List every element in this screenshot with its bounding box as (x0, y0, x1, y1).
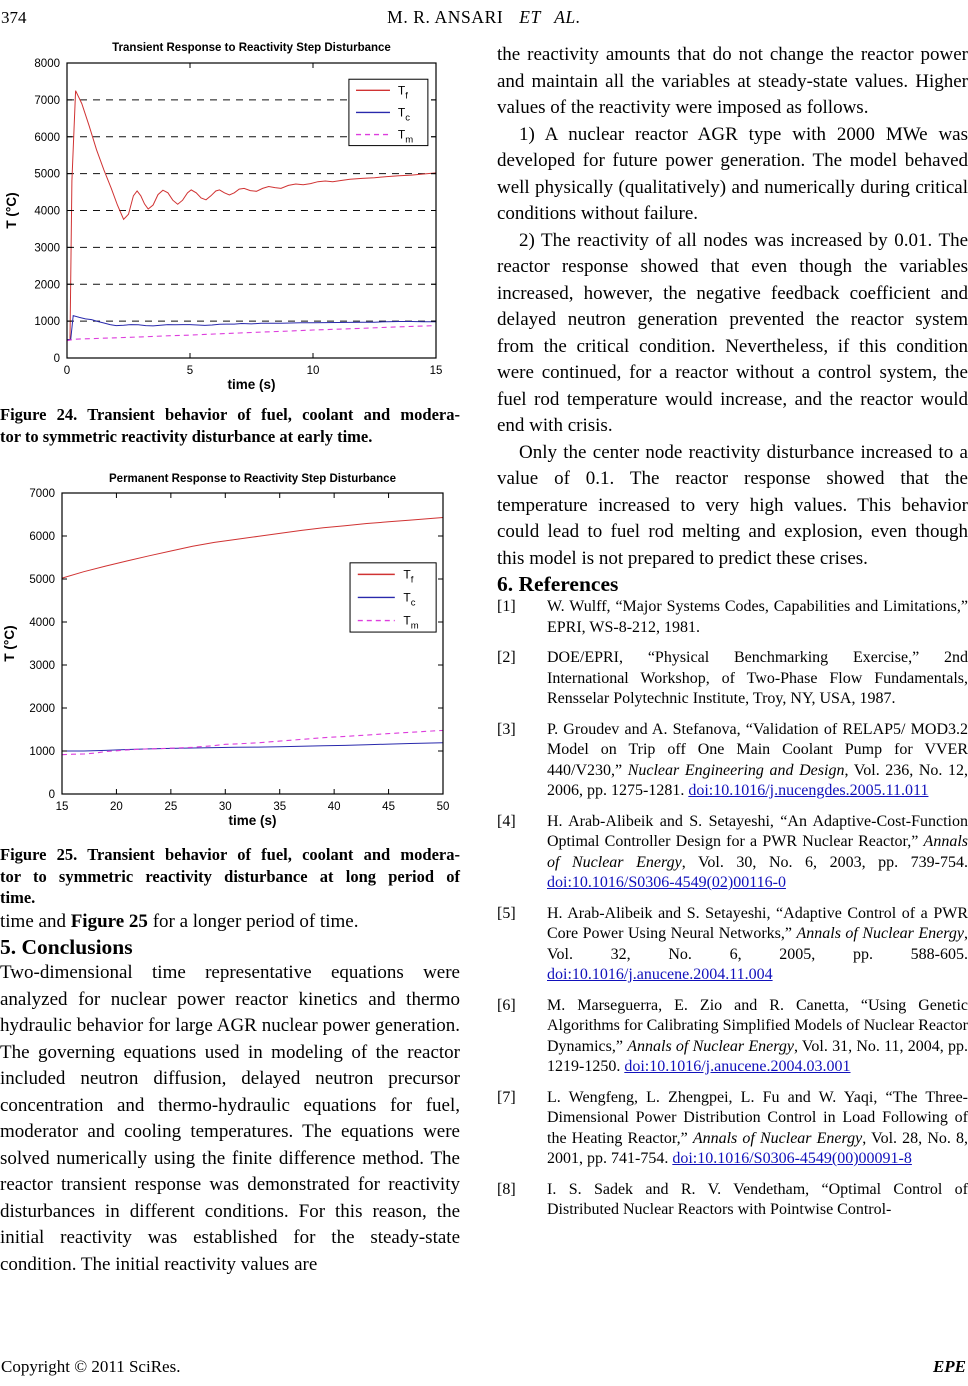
reference-text (547, 597, 968, 638)
reference-text (547, 648, 968, 710)
reference-segment: L. Wengfeng, L. Zhengpei, L. Fu and W. Yaqi, “The Three-Dimensional Power Distribution Control in Load Following of the Heating Reactor,” (547, 1088, 968, 1147)
paragraph-item-1: 1) A nuclear reactor AGR type with 2000 MWe was developed for future power generation. The model behaved well physically (qualitatively) and numerically during critical conditions without failure. (497, 123, 968, 224)
references-heading: 6. References (497, 572, 619, 596)
text-run: time and (0, 910, 71, 932)
svg-text:0: 0 (63, 365, 71, 377)
reference-label: [4] (497, 812, 516, 830)
reference-segment: M. Marseguerra, E. Zio and R. Canetta, “Using Genetic Algorithms for Calibrating Simplified Models of Nuclear Reactor Dynamics,” (547, 996, 968, 1055)
svg-text:2000: 2000 (34, 279, 60, 292)
svg-text:time (s): time (s) (227, 377, 276, 392)
figure25-caption (0, 844, 460, 909)
svg-text:Tc: $T_c$ (397, 105, 410, 124)
reference-label: [1] (497, 598, 516, 615)
reference-item (497, 996, 968, 1078)
svg-text:Transient Response to Reactivi: Transient Response to Reactivity Step Disturbance (112, 42, 391, 54)
copyright-text: Copyright © 2011 SciRes. (1, 1357, 181, 1376)
svg-text:45: 45 (382, 801, 395, 813)
reference-segment: Annals of Nuclear Energy (547, 833, 968, 871)
reference-segment: H. Arab-Alibeik and S. Setayeshi, “An Adaptive-Cost-Function Optimal Controller Design for a PWR Nuclear Reactor,” (547, 812, 968, 850)
svg-text:time (s): time (s) (228, 813, 277, 828)
doi-link[interactable]: doi:10.1016/S0306-4549(02)00116-0 (547, 874, 786, 891)
svg-text:50: 50 (436, 801, 450, 813)
left-column (0, 36, 460, 1278)
figure25-chart (0, 467, 460, 831)
reference-item (497, 812, 968, 894)
svg-text:25: 25 (164, 801, 178, 813)
svg-text:1000: 1000 (34, 316, 60, 329)
reference-text (547, 996, 968, 1078)
reference-segment: Annals of Nuclear Energy (796, 925, 965, 942)
running-head (0, 7, 968, 28)
reference-text (547, 1180, 968, 1221)
svg-text:15: 15 (429, 365, 443, 377)
caption-line: Figure 24. Transient behavior of fuel, coolant and modera- (0, 405, 460, 424)
caption-line: tor to symmetric reactivity disturbance at early time. (0, 426, 373, 446)
svg-text:30: 30 (218, 801, 232, 813)
svg-text:7000: 7000 (29, 488, 55, 500)
svg-text:1000: 1000 (29, 746, 55, 758)
reference-segment: Annals of Nuclear Energy (627, 1037, 794, 1055)
running-head-authors: M. R. ANSARI (387, 7, 504, 27)
svg-text:T (°C): T (°C) (2, 625, 17, 662)
svg-text:5000: 5000 (34, 168, 60, 181)
svg-text:0: 0 (48, 789, 55, 801)
svg-text:0: 0 (53, 353, 60, 365)
reference-segment: , Vol. 28, No. 8, 2001, pp. 741-754. (547, 1129, 968, 1167)
svg-text:Tc: $T_c$ (403, 590, 416, 609)
svg-text:8000: 8000 (34, 58, 60, 70)
reference-segment: W. Wulff, “Major Systems Codes, Capabilities and Limitations,” EPRI, WS-8-212, 1981. (547, 598, 968, 636)
reference-item (497, 648, 968, 710)
conclusions-heading: 5. Conclusions (0, 935, 133, 959)
reference-item (497, 1180, 968, 1221)
reference-text (547, 812, 968, 894)
text-run: for a longer period of time. (147, 910, 359, 932)
reference-text (547, 720, 968, 802)
reference-item (497, 597, 968, 638)
reference-segment: H. Arab-Alibeik and S. Setayeshi, “Adaptive Control of a PWR Core Power Using Neural Networks,” (547, 904, 968, 942)
references-list (497, 597, 968, 1221)
svg-text:3000: 3000 (29, 660, 55, 672)
reference-label: [3] (497, 720, 516, 738)
svg-text:40: 40 (327, 801, 341, 813)
doi-link[interactable]: doi:10.1016/j.nucengdes.2005.11.011 (688, 782, 929, 799)
reference-label: [8] (497, 1180, 516, 1198)
reference-label: [5] (497, 904, 516, 922)
caption-line: time. (0, 888, 36, 907)
reference-item (497, 904, 968, 986)
caption-line: Figure 25. Transient behavior of fuel, coolant and modera- (0, 845, 460, 864)
svg-text:4000: 4000 (29, 617, 55, 629)
svg-text:2000: 2000 (29, 703, 55, 715)
reference-segment: , Vol. 31, No. 11, 2004, pp. 1219-1250. (547, 1037, 968, 1075)
reference-item (497, 720, 968, 802)
conclusions-paragraph: Two-dimensional time representative equations were analyzed for nuclear power reactor kinetics and thermo hydraulic behavior for large AGR nuclear power generation. The governing equations used in modeling of the reactor included neutron diffusion, delayed neutron precursor concentration and thermo-hydraulic equations for fuel, moderator and cooling temperatures. The equations were solved numerically using the finite difference method. The reactor transient response was demonstrated for reactivity disturbances in different conditions. For this reason, the initial reactivity was established for the steady-state condition. The initial reactivity values are (0, 962, 460, 1275)
reference-segment: P. Groudev and A. Stefanova, “Validation of RELAP5/ MOD3.2 Model on Trip off One Main Coolant Pump for VVER 440/V230,” (547, 720, 968, 779)
svg-text:6000: 6000 (29, 531, 55, 543)
journal-abbrev: EPE (932, 1357, 966, 1376)
reference-segment: DOE/EPRI, “Physical Benchmarking Exercise,” 2nd International Workshop, of Two-Phase Flow Fundamentals, Rensselar Polytechnic Institute, Troy, NY, USA, 1987. (547, 649, 968, 707)
svg-text:3000: 3000 (34, 242, 60, 255)
svg-text:5: 5 (186, 365, 194, 377)
page-number: 374 (1, 8, 27, 27)
svg-text:Permanent Response to Reactivi: Permanent Response to Reactivity Step Disturbance (109, 473, 396, 485)
figure24-chart (0, 36, 460, 394)
reference-segment: I. S. Sadek and R. V. Vendetham, “Optimal Control of Distributed Nuclear Reactors with Pointwise Control- (547, 1180, 968, 1218)
caption-line: tor to symmetric reactivity disturbance at long period of (0, 866, 460, 886)
reference-text (547, 904, 968, 986)
svg-text:Tf: $T_f$ (397, 83, 408, 102)
svg-text:4000: 4000 (34, 205, 60, 218)
svg-text:6000: 6000 (34, 131, 60, 144)
paragraph-item-2: 2) The reactivity of all nodes was increased by 0.01. The reactor response showed that even though the variables increased, however, the negative feedback coefficient and delayed neutron generation prevented the reactor system from the critical condition. Nevertheless, if this condition were continued, for a reactor without a control system, the fuel rod temperature would increase, and the reactor would end with crisis. (497, 229, 968, 436)
svg-text:Tm: $T_m$ (403, 613, 419, 632)
reference-segment: , Vol. 236, No. 12, 2006, pp. 1275-1281. (547, 761, 968, 799)
reference-segment: , Vol. 30, No. 6, 2003, pp. 739-754. (681, 853, 968, 871)
svg-text:Tm: $T_m$ (397, 127, 414, 146)
running-head-etal: ET AL. (519, 7, 581, 27)
right-column (497, 36, 968, 1231)
paragraph-reactivity: the reactivity amounts that do not change the reactor power and maintain all the variables at steady-state values. Higher values of the reactivity were imposed as follows. (497, 44, 968, 118)
figure25-bold-ref: Figure 25 (70, 910, 148, 932)
figure24-caption (0, 404, 460, 447)
reference-segment: , Vol. 32, No. 6, 2005, pp. 588-605. (547, 925, 968, 963)
svg-text:10: 10 (306, 365, 320, 377)
svg-text:35: 35 (273, 801, 287, 813)
paragraph-center-node: Only the center node reactivity disturbance increased to a value of 0.1. The reactor response showed that the temperature increased to very high values. This behavior could lead to fuel rod melting and explosion, even though this model is not prepared to predict these crises. (497, 441, 968, 569)
svg-text:Tf: $T_f$ (403, 567, 414, 586)
svg-text:20: 20 (110, 801, 123, 813)
reference-label: [6] (497, 996, 516, 1014)
svg-text:7000: 7000 (34, 94, 60, 107)
doi-link[interactable]: doi:10.1016/j.anucene.2004.11.004 (547, 966, 773, 983)
reference-item (497, 1088, 968, 1170)
reference-label: [2] (497, 649, 516, 666)
reference-text (547, 1088, 968, 1170)
reference-label: [7] (497, 1088, 516, 1106)
svg-text:15: 15 (55, 801, 69, 813)
reference-segment: Annals of Nuclear Energy (692, 1129, 863, 1147)
doi-link[interactable]: doi:10.1016/j.anucene.2004.03.001 (624, 1058, 851, 1075)
paragraph-after-caption (0, 909, 460, 936)
reference-segment: Nuclear Engineering and Design (627, 761, 845, 779)
svg-text:T (°C): T (°C) (4, 192, 19, 229)
svg-text:5000: 5000 (29, 574, 55, 586)
doi-link[interactable]: doi:10.1016/S0306-4549(00)00091-8 (672, 1150, 912, 1167)
